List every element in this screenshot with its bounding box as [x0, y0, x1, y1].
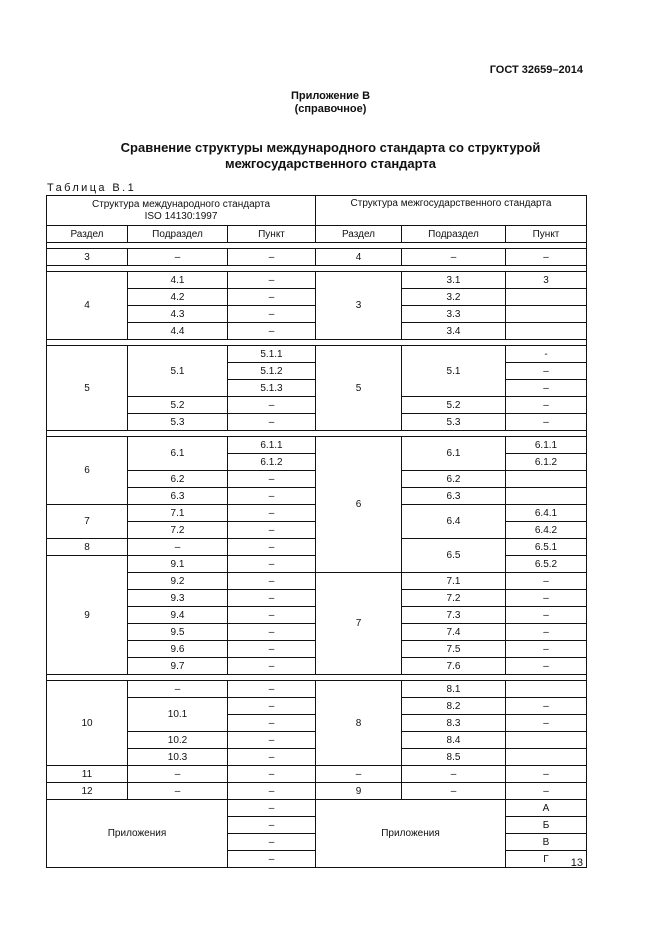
table-cell: –	[128, 766, 228, 783]
table-cell: –	[228, 607, 316, 624]
table-cell: 6.5	[402, 539, 506, 573]
table-cell: 5.2	[128, 397, 228, 414]
table-cell: –	[506, 715, 587, 732]
table-cell: –	[506, 641, 587, 658]
table-cell: 9	[316, 783, 402, 800]
table-cell: –	[228, 624, 316, 641]
table-cell: 7	[316, 573, 402, 675]
table-cell: 11	[47, 766, 128, 783]
col-header: Пункт	[506, 226, 587, 243]
table-cell: Приложения	[316, 800, 506, 868]
table-cell: 4	[47, 272, 128, 340]
table-cell: –	[228, 272, 316, 289]
table-cell: -	[506, 346, 587, 363]
annex-heading	[0, 90, 661, 116]
table-cell: –	[128, 539, 228, 556]
table-cell: –	[506, 658, 587, 675]
table-cell: А	[506, 800, 587, 817]
table-cell: 3.4	[402, 323, 506, 340]
standard-number: ГОСТ 32659–2014	[489, 64, 583, 76]
col-header: Раздел	[316, 226, 402, 243]
table-cell: Приложения	[47, 800, 228, 868]
table-cell: –	[228, 249, 316, 266]
table-cell: 9.3	[128, 590, 228, 607]
table-cell: –	[228, 471, 316, 488]
title-line-1: Сравнение структуры международного стандарта со структурой	[120, 140, 541, 155]
table-cell: –	[506, 783, 587, 800]
page-number: 13	[570, 857, 583, 869]
table-cell: –	[402, 766, 506, 783]
table-row	[47, 272, 587, 289]
table-cell: –	[402, 783, 506, 800]
table-row	[47, 346, 587, 363]
table-cell: –	[506, 363, 587, 380]
table-cell: 10	[47, 681, 128, 766]
table-cell: 6.5.2	[506, 556, 587, 573]
annex-note: (справочное)	[294, 103, 367, 115]
table-cell: 4.4	[128, 323, 228, 340]
table-cell: 10.2	[128, 732, 228, 749]
table-row	[47, 437, 587, 454]
table-cell: –	[506, 380, 587, 397]
table-cell: 5.3	[128, 414, 228, 431]
table-row	[47, 681, 587, 698]
table-cell: 5.3	[402, 414, 506, 431]
table-cell: –	[228, 306, 316, 323]
header-interstate-structure: Структура межгосударственного стандарта	[316, 196, 587, 226]
annex-title: Приложение В	[290, 90, 371, 102]
table-cell: –	[228, 698, 316, 715]
table-cell: 7.2	[402, 590, 506, 607]
table-cell: –	[402, 249, 506, 266]
table-cell: –	[228, 851, 316, 868]
table-cell: 4.1	[128, 272, 228, 289]
page-title	[60, 140, 601, 172]
table-caption: Таблица В.1	[47, 182, 137, 194]
col-header: Подраздел	[402, 226, 506, 243]
table-cell: 9.6	[128, 641, 228, 658]
table-cell	[506, 323, 587, 340]
table-cell: 12	[47, 783, 128, 800]
table-cell: –	[228, 539, 316, 556]
table-cell: 5	[47, 346, 128, 431]
table-cell: –	[128, 681, 228, 698]
table-row	[47, 249, 587, 266]
col-header: Пункт	[228, 226, 316, 243]
table-cell: 6.2	[128, 471, 228, 488]
table-cell: 8.5	[402, 749, 506, 766]
table-cell: –	[228, 488, 316, 505]
col-header: Подраздел	[128, 226, 228, 243]
table-cell: –	[228, 397, 316, 414]
table-cell: 5.1.1	[228, 346, 316, 363]
table-cell: 10.3	[128, 749, 228, 766]
table-cell: –	[316, 766, 402, 783]
table-cell: –	[228, 522, 316, 539]
table-cell: –	[506, 698, 587, 715]
table-cell: 7.1	[402, 573, 506, 590]
table-cell: 8	[47, 539, 128, 556]
table-cell: 6.3	[402, 488, 506, 505]
table-cell: 3.1	[402, 272, 506, 289]
table-cell: 5.1	[128, 346, 228, 397]
table-cell: 8.3	[402, 715, 506, 732]
table-row	[47, 766, 587, 783]
table-row	[47, 800, 587, 817]
table-cell: –	[128, 249, 228, 266]
table-cell: 5.1.3	[228, 380, 316, 397]
table-cell: 6.2	[402, 471, 506, 488]
table-cell: 6.5.1	[506, 539, 587, 556]
table-cell: –	[506, 624, 587, 641]
table-cell: 8	[316, 681, 402, 766]
col-header: Раздел	[47, 226, 128, 243]
table-cell: –	[228, 505, 316, 522]
title-line-2: межгосударственного стандарта	[224, 156, 437, 171]
table-cell: –	[228, 641, 316, 658]
table-cell: 4.2	[128, 289, 228, 306]
table-cell: 5.2	[402, 397, 506, 414]
table-cell: 8.4	[402, 732, 506, 749]
table-cell: 7.1	[128, 505, 228, 522]
table-cell: 6.1.2	[506, 454, 587, 471]
table-cell: 5.1	[402, 346, 506, 397]
table-cell: –	[228, 732, 316, 749]
table-cell: 9.7	[128, 658, 228, 675]
table-cell: 9.5	[128, 624, 228, 641]
table-cell: 3.3	[402, 306, 506, 323]
table-cell: –	[228, 573, 316, 590]
table-cell: –	[228, 800, 316, 817]
table-cell	[506, 289, 587, 306]
table-cell: 6	[47, 437, 128, 505]
table-cell: –	[506, 607, 587, 624]
table-cell: 9	[47, 556, 128, 675]
table-cell: 6.1.2	[228, 454, 316, 471]
header-intl-line-1: Структура международного стандарта	[91, 198, 271, 210]
table-cell: 9.1	[128, 556, 228, 573]
table-cell: 7.2	[128, 522, 228, 539]
table-header-columns	[47, 226, 587, 243]
table-cell	[506, 749, 587, 766]
table-cell: –	[506, 590, 587, 607]
table-cell	[506, 306, 587, 323]
table-cell: 6.4.1	[506, 505, 587, 522]
table-cell: Г	[506, 851, 587, 868]
table-cell: –	[228, 414, 316, 431]
table-cell: 6.1.1	[506, 437, 587, 454]
table-cell: 10.1	[128, 698, 228, 732]
table-cell: 6.4.2	[506, 522, 587, 539]
comparison-table	[46, 195, 587, 868]
table-cell: –	[228, 749, 316, 766]
table-cell: 4.3	[128, 306, 228, 323]
table-cell: 8.2	[402, 698, 506, 715]
table-cell: В	[506, 834, 587, 851]
table-cell: 7.3	[402, 607, 506, 624]
table-cell: 6.4	[402, 505, 506, 539]
table-cell: 9.2	[128, 573, 228, 590]
table-cell: 6.3	[128, 488, 228, 505]
table-cell: –	[228, 817, 316, 834]
table-cell: 7	[47, 505, 128, 539]
table-cell: 6.1.1	[228, 437, 316, 454]
table-cell: –	[228, 556, 316, 573]
header-intl-line-2: ISO 14130:1997	[144, 210, 218, 222]
table-row	[47, 573, 587, 590]
table-cell: 6	[316, 437, 402, 573]
table-cell: –	[228, 323, 316, 340]
table-cell: –	[506, 414, 587, 431]
table-cell: –	[228, 289, 316, 306]
table-cell: 8.1	[402, 681, 506, 698]
table-cell	[506, 681, 587, 698]
table-cell	[506, 732, 587, 749]
table-cell: 4	[316, 249, 402, 266]
table-cell	[506, 488, 587, 505]
table-cell: 5	[316, 346, 402, 431]
table-header-group	[47, 196, 587, 226]
table-cell: 3	[47, 249, 128, 266]
table-cell: –	[228, 658, 316, 675]
table-cell: –	[506, 766, 587, 783]
table-cell: 3	[316, 272, 402, 340]
table-cell: –	[506, 397, 587, 414]
table-cell: 7.5	[402, 641, 506, 658]
table-cell: –	[506, 573, 587, 590]
table-cell: 6.1	[128, 437, 228, 471]
table-cell: –	[228, 766, 316, 783]
table-cell: 3.2	[402, 289, 506, 306]
table-cell: 7.4	[402, 624, 506, 641]
table-cell: Б	[506, 817, 587, 834]
table-cell: –	[228, 681, 316, 698]
header-intl-structure	[47, 196, 316, 226]
table-cell: –	[228, 834, 316, 851]
table-cell: 9.4	[128, 607, 228, 624]
table-cell: –	[228, 783, 316, 800]
table-cell: –	[506, 249, 587, 266]
table-cell: 7.6	[402, 658, 506, 675]
table-cell: 3	[506, 272, 587, 289]
table-cell: –	[228, 590, 316, 607]
table-cell: 6.1	[402, 437, 506, 471]
table-cell	[506, 471, 587, 488]
table-cell: –	[128, 783, 228, 800]
table-row	[47, 783, 587, 800]
table-cell: –	[228, 715, 316, 732]
table-cell: 5.1.2	[228, 363, 316, 380]
